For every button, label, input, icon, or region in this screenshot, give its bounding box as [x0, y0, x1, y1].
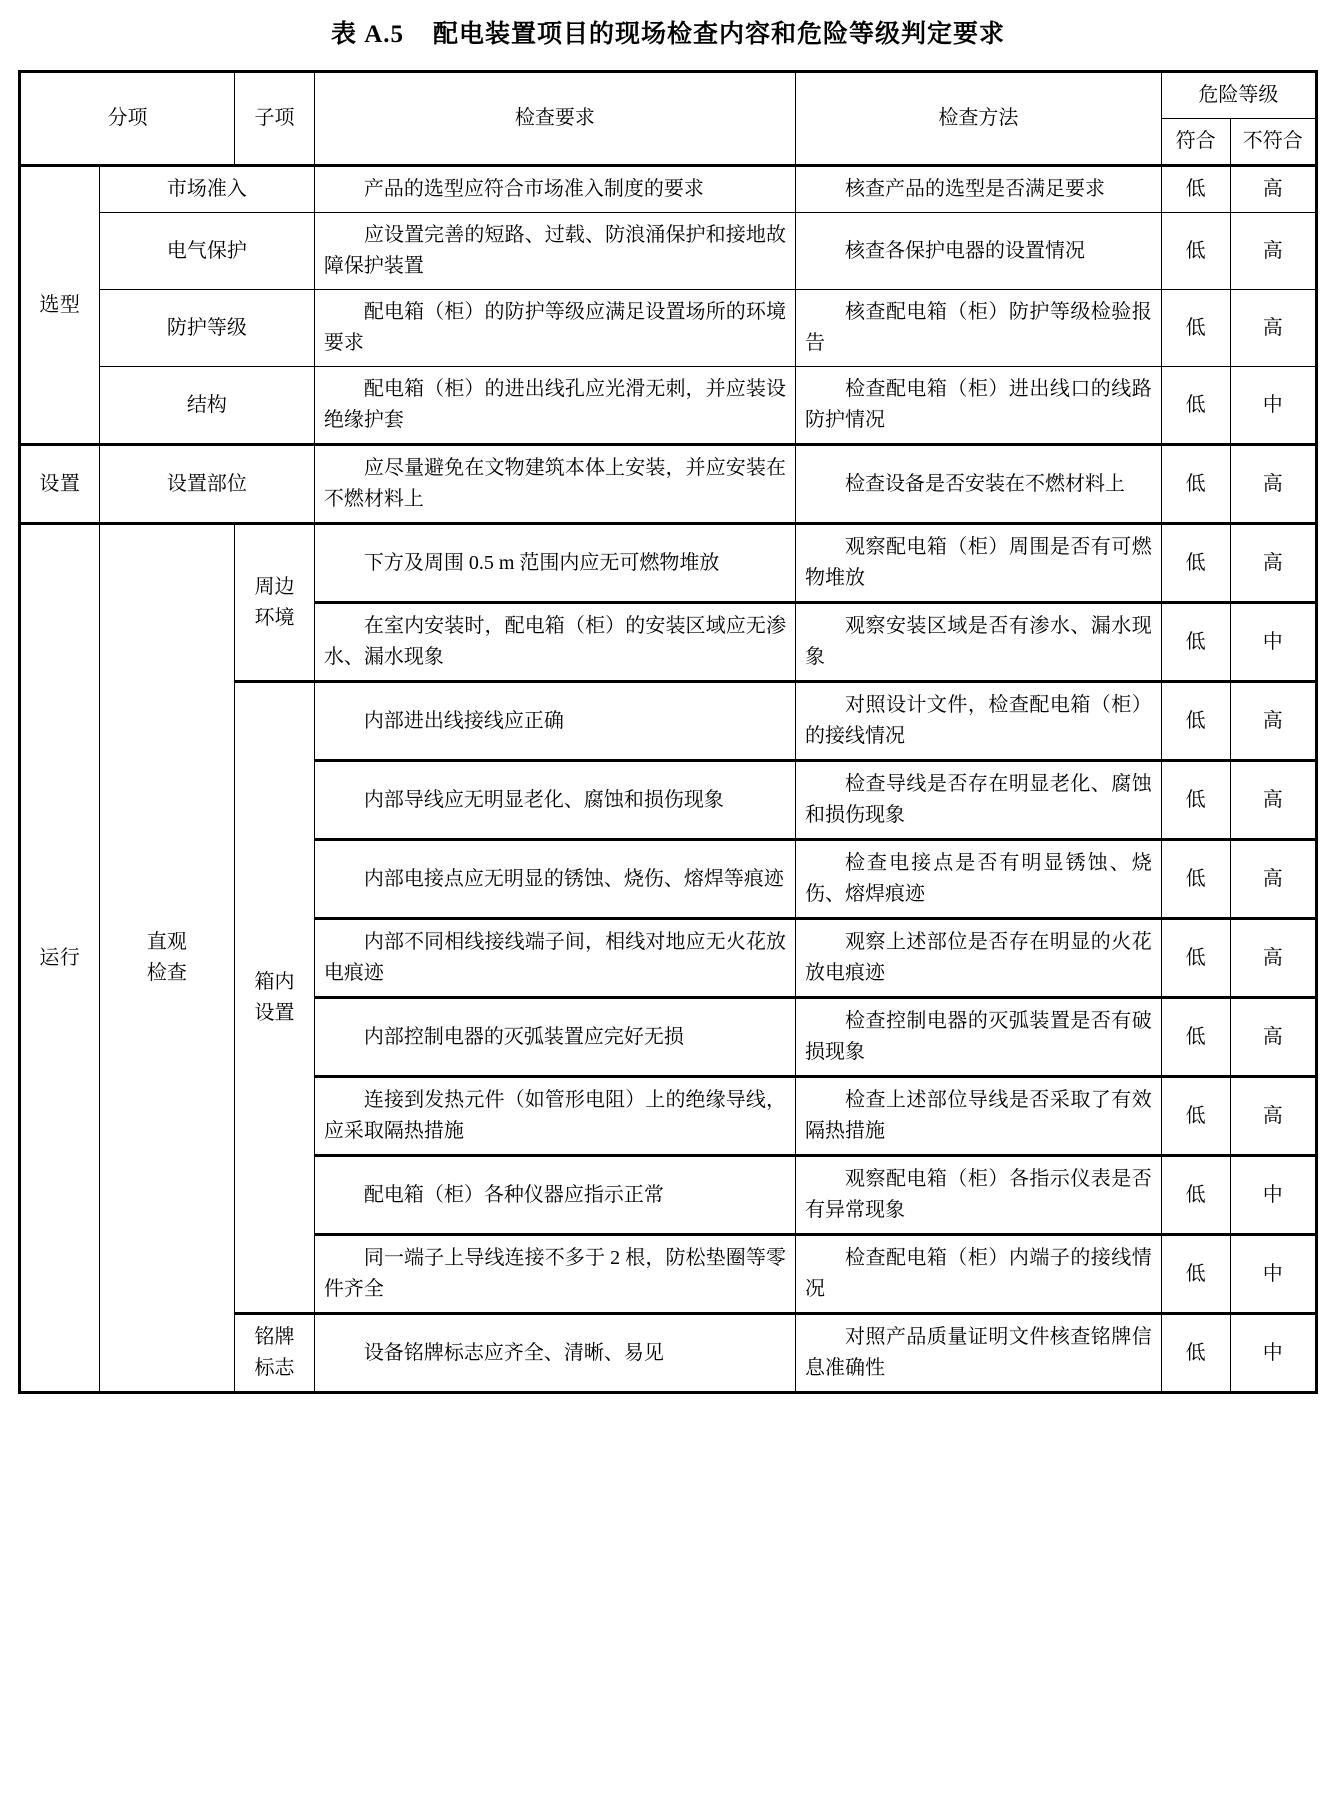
subitem-cell-visual-inspection: 直观 检查	[99, 524, 234, 1393]
method-cell: 核查配电箱（柜）防护等级检验报告	[795, 290, 1161, 367]
grade-conform-cell: 低	[1161, 524, 1230, 603]
grade-conform-cell: 低	[1161, 761, 1230, 840]
grade-conform-cell: 低	[1161, 1156, 1230, 1235]
grade-nonconform-cell: 高	[1230, 840, 1317, 919]
requirement-cell: 在室内安装时，配电箱（柜）的安装区域应无渗水、漏水现象	[314, 603, 795, 682]
grade-nonconform-cell: 高	[1230, 998, 1317, 1077]
grade-conform-cell: 低	[1161, 290, 1230, 367]
grade-conform-cell: 低	[1161, 1077, 1230, 1156]
requirement-cell: 配电箱（柜）各种仪器应指示正常	[314, 1156, 795, 1235]
grade-nonconform-cell: 中	[1230, 1235, 1317, 1314]
page-title: 表 A.5 配电装置项目的现场检查内容和危险等级判定要求	[330, 21, 1006, 48]
subitem-cell: 市场准入	[99, 166, 314, 213]
requirement-cell: 同一端子上导线连接不多于 2 根，防松垫圈等零件齐全	[314, 1235, 795, 1314]
subitem-cell: 电气保护	[99, 213, 314, 290]
grade-conform-cell: 低	[1161, 213, 1230, 290]
method-cell: 检查配电箱（柜）进出线口的线路防护情况	[795, 367, 1161, 445]
requirement-cell: 配电箱（柜）的防护等级应满足设置场所的环境要求	[314, 290, 795, 367]
grade-conform-cell: 低	[1161, 367, 1230, 445]
grade-nonconform-cell: 高	[1230, 445, 1317, 524]
grade-conform-cell: 低	[1161, 1235, 1230, 1314]
method-cell: 核查各保护电器的设置情况	[795, 213, 1161, 290]
group-cell-nameplate: 铭牌 标志	[235, 1314, 315, 1393]
method-cell: 观察安装区域是否有渗水、漏水现象	[795, 603, 1161, 682]
grade-nonconform-cell: 高	[1230, 1077, 1317, 1156]
grade-conform-cell: 低	[1161, 445, 1230, 524]
method-cell: 观察上述部位是否存在明显的火花放电痕迹	[795, 919, 1161, 998]
requirement-cell: 内部不同相线接线端子间，相线对地应无火花放电痕迹	[314, 919, 795, 998]
method-cell: 核查产品的选型是否满足要求	[795, 166, 1161, 213]
requirement-cell: 产品的选型应符合市场准入制度的要求	[314, 166, 795, 213]
grade-nonconform-cell: 高	[1230, 761, 1317, 840]
grade-conform-cell: 低	[1161, 166, 1230, 213]
header-method: 检查方法	[795, 72, 1161, 166]
grade-conform-cell: 低	[1161, 998, 1230, 1077]
table-row	[20, 524, 1317, 603]
requirement-cell: 应尽量避免在文物建筑本体上安装，并应安装在不燃材料上	[314, 445, 795, 524]
subitem-cell: 防护等级	[99, 290, 314, 367]
table-row	[20, 290, 1317, 367]
group-cell-surroundings: 周边 环境	[235, 524, 315, 682]
method-cell: 检查电接点是否有明显锈蚀、烧伤、熔焊痕迹	[795, 840, 1161, 919]
grade-conform-cell: 低	[1161, 603, 1230, 682]
grade-conform-cell: 低	[1161, 682, 1230, 761]
subitem-cell: 结构	[99, 367, 314, 445]
grade-nonconform-cell: 高	[1230, 524, 1317, 603]
method-cell: 对照设计文件，检查配电箱（柜）的接线情况	[795, 682, 1161, 761]
method-cell: 对照产品质量证明文件核查铭牌信息准确性	[795, 1314, 1161, 1393]
grade-conform-cell: 低	[1161, 1314, 1230, 1393]
requirement-cell: 设备铭牌标志应齐全、清晰、易见	[314, 1314, 795, 1393]
header-grade-group: 危险等级	[1161, 72, 1316, 119]
method-cell: 检查导线是否存在明显老化、腐蚀和损伤现象	[795, 761, 1161, 840]
table-row	[20, 213, 1317, 290]
requirement-cell: 应设置完善的短路、过载、防浪涌保护和接地故障保护装置	[314, 213, 795, 290]
header-category: 分项	[20, 72, 235, 166]
subitem-cell: 设置部位	[99, 445, 314, 524]
category-cell-placement: 设置	[20, 445, 100, 524]
method-cell: 观察配电箱（柜）各指示仪表是否有异常现象	[795, 1156, 1161, 1235]
grade-nonconform-cell: 中	[1230, 603, 1317, 682]
category-cell-operation: 运行	[20, 524, 100, 1393]
method-cell: 检查上述部位导线是否采取了有效隔热措施	[795, 1077, 1161, 1156]
grade-nonconform-cell: 高	[1230, 290, 1317, 367]
grade-nonconform-cell: 高	[1230, 166, 1317, 213]
header-grade-nonconform: 不符合	[1230, 119, 1317, 166]
header-row-top	[20, 72, 1317, 119]
table-row	[20, 445, 1317, 524]
requirement-cell: 内部进出线接线应正确	[314, 682, 795, 761]
table-row	[20, 166, 1317, 213]
grade-nonconform-cell: 高	[1230, 682, 1317, 761]
table-row	[20, 367, 1317, 445]
method-cell: 观察配电箱（柜）周围是否有可燃物堆放	[795, 524, 1161, 603]
requirement-cell: 内部控制电器的灭弧装置应完好无损	[314, 998, 795, 1077]
grade-nonconform-cell: 中	[1230, 367, 1317, 445]
method-cell: 检查配电箱（柜）内端子的接线情况	[795, 1235, 1161, 1314]
requirement-cell: 连接到发热元件（如管形电阻）上的绝缘导线，应采取隔热措施	[314, 1077, 795, 1156]
method-cell: 检查设备是否安装在不燃材料上	[795, 445, 1161, 524]
header-requirement: 检查要求	[314, 72, 795, 166]
grade-conform-cell: 低	[1161, 919, 1230, 998]
requirement-cell: 配电箱（柜）的进出线孔应光滑无刺，并应装设绝缘护套	[314, 367, 795, 445]
category-cell-selection: 选型	[20, 166, 100, 445]
table-header	[20, 72, 1317, 166]
grade-nonconform-cell: 中	[1230, 1314, 1317, 1393]
grade-nonconform-cell: 高	[1230, 213, 1317, 290]
requirement-cell: 内部电接点应无明显的锈蚀、烧伤、熔焊等痕迹	[314, 840, 795, 919]
grade-conform-cell: 低	[1161, 840, 1230, 919]
table-body	[20, 166, 1317, 1393]
grade-nonconform-cell: 中	[1230, 1156, 1317, 1235]
header-grade-conform: 符合	[1161, 119, 1230, 166]
grade-nonconform-cell: 高	[1230, 919, 1317, 998]
method-cell: 检查控制电器的灭弧装置是否有破损现象	[795, 998, 1161, 1077]
requirement-cell: 内部导线应无明显老化、腐蚀和损伤现象	[314, 761, 795, 840]
requirement-cell: 下方及周围 0.5 m 范围内应无可燃物堆放	[314, 524, 795, 603]
header-subitem: 子项	[235, 72, 315, 166]
group-cell-interior: 箱内 设置	[235, 682, 315, 1314]
inspection-table	[18, 70, 1318, 1394]
